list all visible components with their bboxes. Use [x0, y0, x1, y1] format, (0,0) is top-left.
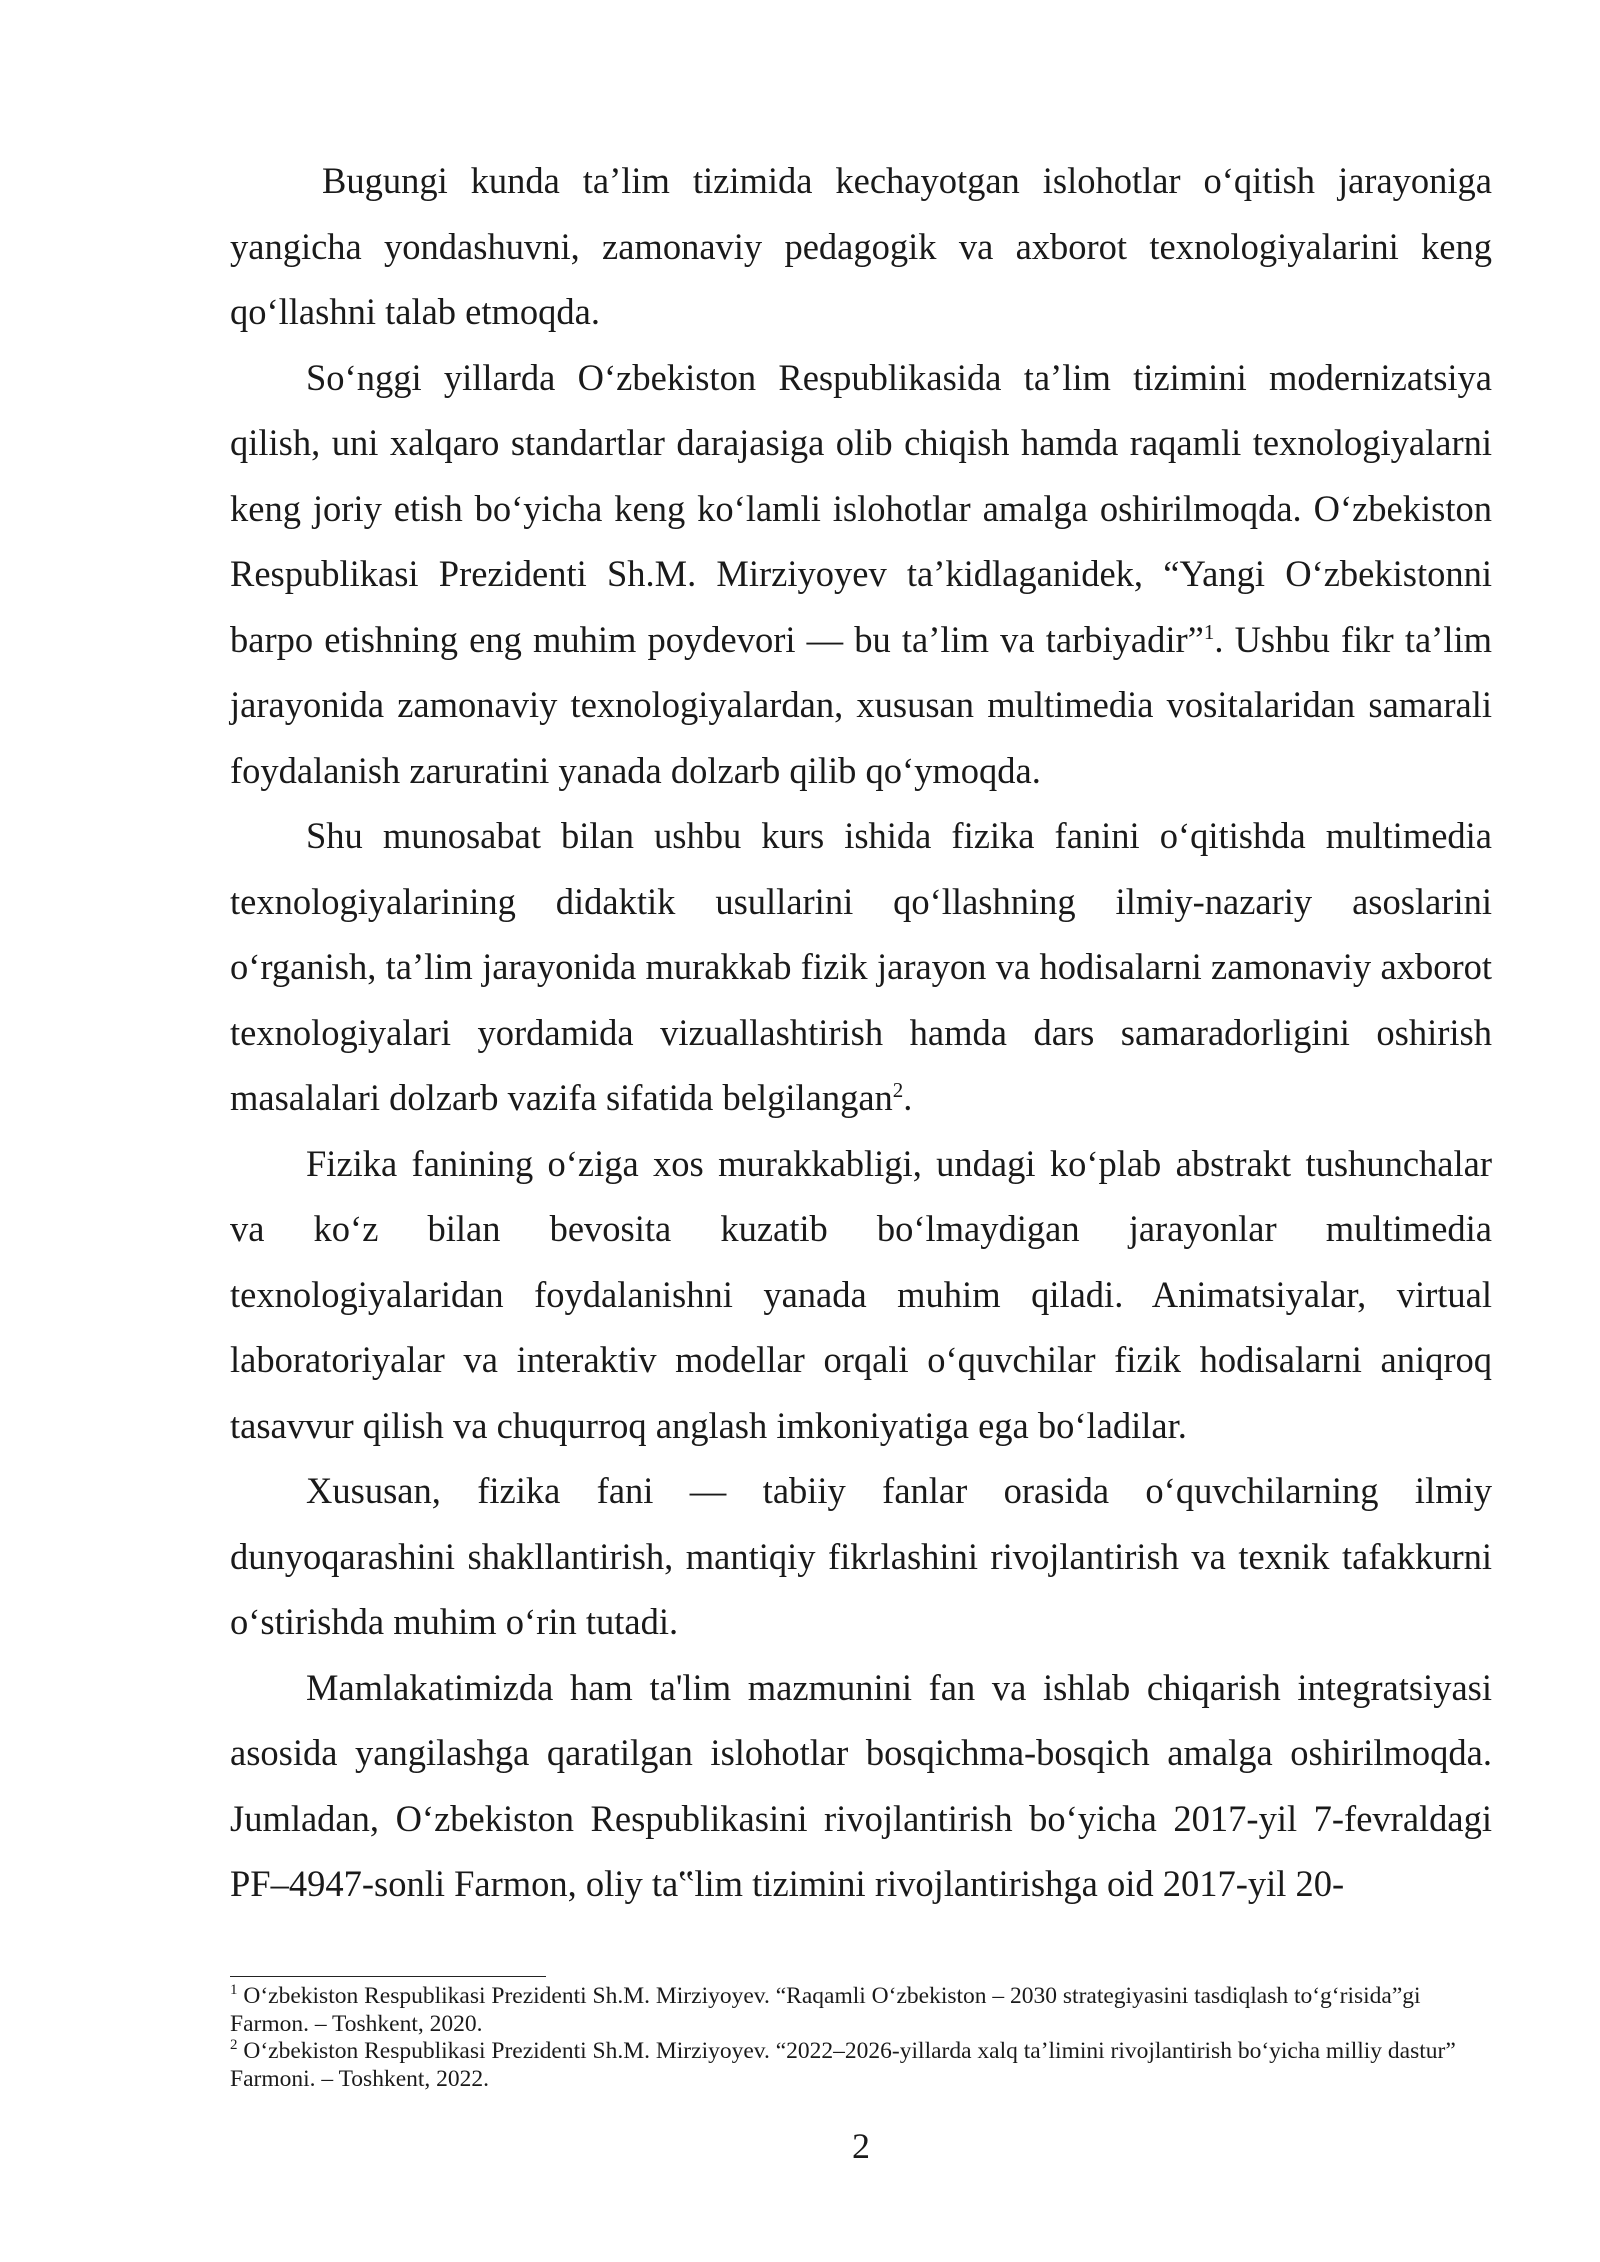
footnotes — [230, 1976, 1492, 2093]
paragraph-1: Bugungi kunda ta’lim tizimida kechayotgan islohotlar o‘qitish jarayoniga yangicha yondashuvni, zamonaviy pedagogik va axborot texnologiyalarini keng qo‘llashni talab etmoqda. — [230, 160, 1492, 332]
paragraph-2-text-after: . Ushbu fikr ta’lim jarayonida zamonaviy texnologiyalardan, xususan multimedia vositalaridan samarali foydalanish zaruratini yanada dolzarb qilib qo‘ymoqda. — [230, 618, 1492, 791]
footnote-2 — [230, 2038, 1492, 2093]
page-number: 2 — [852, 2126, 870, 2166]
footnote-ref-1[interactable]: 1 — [1203, 619, 1215, 644]
footnote-mark-2: 2 — [230, 2037, 238, 2054]
document-body — [230, 148, 1492, 1917]
footnote-1 — [230, 1983, 1492, 2038]
footnote-separator — [230, 1976, 546, 1977]
footnote-1-text: O‘zbekiston Respublikasi Prezidenti Sh.M. Mirziyoyev. “Raqamli O‘zbekiston – 2030 strategiyasini tasdiqlash to‘g‘risida”gi Farmon. – Toshkent, 2020. — [230, 1983, 1421, 2037]
paragraph-5: Xususan, fizika fani — tabiiy fanlar orasida o‘quvchilarning ilmiy dunyoqarashini shakllantirish, mantiqiy fikrlashini rivojlantirish va texnik tafakkurni o‘stirishda muhim o‘rin tutadi. — [230, 1470, 1492, 1642]
footnote-ref-2[interactable]: 2 — [892, 1077, 904, 1102]
paragraph-3-text-before: Shu munosabat bilan ushbu kurs ishida fizika fanini o‘qitishda multimedia texnologiyalarining didaktik usullarini qo‘llashning ilmiy-nazariy asoslarini o‘rganish, ta’lim jarayonida murakkab fizik jarayon va hodisalarni zamonaviy axborot texnologiyalari yordamida vizuallashtirish hamda dars samaradorligini oshirish masalalari dolzarb vazifa sifatida belgilangan — [230, 815, 1492, 1118]
paragraph-2 — [230, 345, 1492, 804]
paragraph-3 — [230, 803, 1492, 1131]
paragraph-2-text-before: So‘nggi yillarda O‘zbekiston Respublikasida ta’lim tizimini modernizatsiya qilish, uni xalqaro standartlar darajasiga olib chiqish hamda raqamli texnologiyalarni keng joriy etish bo‘yicha keng ko‘lamli islohotlar amalga oshirilmoqda. O‘zbekiston Respublikasi Prezidenti Sh.M. Mirziyoyev ta’kidlaganidek, “Yangi O‘zbekistonni barpo etishning eng muhim poydevori — bu ta’lim va tarbiyadir” — [230, 356, 1492, 660]
footnote-mark-1: 1 — [230, 1982, 238, 1999]
paragraph-3-text-after: . — [903, 1077, 913, 1118]
footnote-2-text: O‘zbekiston Respublikasi Prezidenti Sh.M. Mirziyoyev. “2022–2026-yillarda xalq ta’limini rivojlantirish bo‘yicha milliy dastur” Farmoni. – Toshkent, 2022. — [230, 2038, 1456, 2092]
paragraph-6: Mamlakatimizda ham ta'lim mazmunini fan va ishlab chiqarish integratsiyasi asosida yangilashga qaratilgan islohotlar bosqichma-bosqich amalga oshirilmoqda. Jumladan, O‘zbekiston Respublikasini rivojlantirish bo‘yicha 2017-yil 7-fevraldagi PF–4947-sonli Farmon, oliy ta‟lim tizimini rivojlantirishga oid 2017-yil 20- — [230, 1666, 1492, 1904]
paragraph-4: Fizika fanining o‘ziga xos murakkabligi, undagi ko‘plab abstrakt tushunchalar va ko‘z bilan bevosita kuzatib bo‘lmaydigan jarayonlar multimedia texnologiyalaridan foydalanishni yanada muhim qiladi. Animatsiyalar, virtual laboratoriyalar va interaktiv modellar orqali o‘quvchilar fizik hodisalarni aniqroq tasavvur qilish va chuqurroq anglash imkoniyatiga ega bo‘ladilar. — [230, 1142, 1492, 1446]
